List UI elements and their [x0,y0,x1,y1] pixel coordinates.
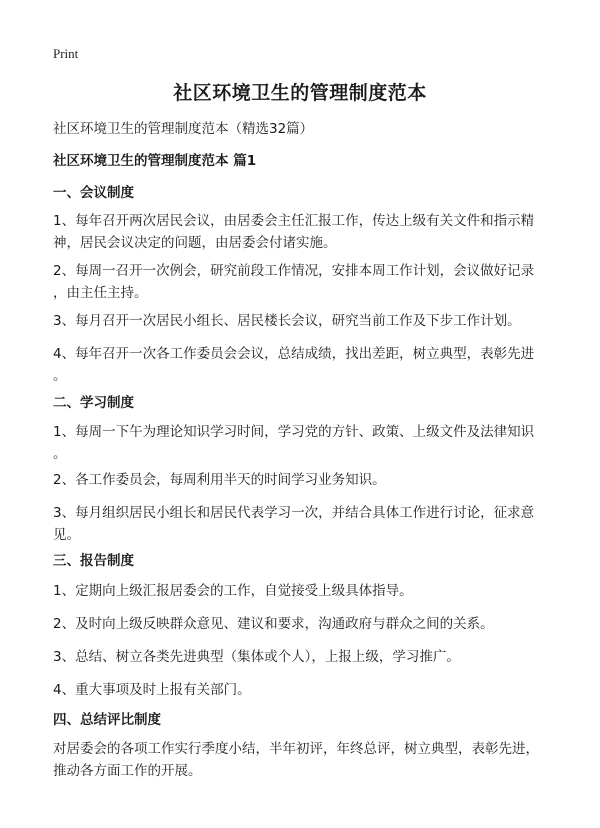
list-item-line: 2、及时向上级反映群众意见、建议和要求，沟通政府与群众之间的关系。 [53,616,494,632]
list-item-line: 。 [53,368,67,384]
list-item-line: 1、定期向上级汇报居委会的工作，自觉接受上级具体指导。 [53,583,413,599]
list-item-line: 对居委会的各项工作实行季度小结，半年初评，年终总评，树立典型，表彰先进， [53,741,539,757]
list-item-line: 2、每周一召开一次例会，研究前段工作情况，安排本周工作计划，会议做好记录 [53,263,535,279]
list-item-line: 4、重大事项及时上报有关部门。 [53,682,251,698]
section-heading: 四、总结评比制度 [53,712,161,728]
list-item-line: 2、各工作委员会，每周利用半天的时间学习业务知识。 [53,472,386,488]
list-item-line: 3、总结、树立各类先进典型（集体或个人），上报上级，学习推广。 [53,649,460,665]
list-item [53,580,553,602]
list-item [53,343,553,387]
list-item-line: 推动各方面工作的开展。 [53,763,202,779]
list-item-line: 1、每年召开两次居民会议，由居委会主任汇报工作，传达上级有关文件和指示精 [53,213,535,229]
list-item [53,502,553,546]
list-item [53,260,553,304]
list-item [53,738,553,782]
list-item [53,679,553,701]
list-item-line: 3、每月召开一次居民小组长、居民楼长会议，研究当前工作及下步工作计划。 [53,313,521,329]
list-item [53,613,553,635]
list-item [53,210,553,254]
list-item-line: 神，居民会议决定的问题，由居委会付诸实施。 [53,235,337,251]
list-item-line: 1、每周一下午为理论知识学习时间，学习党的方针、政策、上级文件及法律知识 [53,424,535,440]
list-item-line: 见。 [53,527,80,543]
list-item-line: 。 [53,446,67,462]
list-item-line: 4、每年召开一次各工作委员会会议，总结成绩，找出差距，树立典型，表彰先进 [53,346,535,362]
article-heading: 社区环境卫生的管理制度范本 篇1 [53,153,257,169]
page-title: 社区环境卫生的管理制度范本 [173,82,427,104]
list-item [53,421,553,465]
subtitle: 社区环境卫生的管理制度范本（精选32篇） [53,121,314,137]
list-item-line: 3、每月组织居民小组长和居民代表学习一次，并结合具体工作进行讨论，征求意 [53,505,535,521]
section-heading: 三、报告制度 [53,553,134,569]
list-item [53,646,553,668]
list-item [53,310,553,332]
section-heading: 一、会议制度 [53,185,134,201]
list-item [53,469,553,491]
section-heading: 二、学习制度 [53,395,134,411]
list-item-line: ，由主任主持。 [53,285,148,301]
print-label: Print [53,46,79,61]
